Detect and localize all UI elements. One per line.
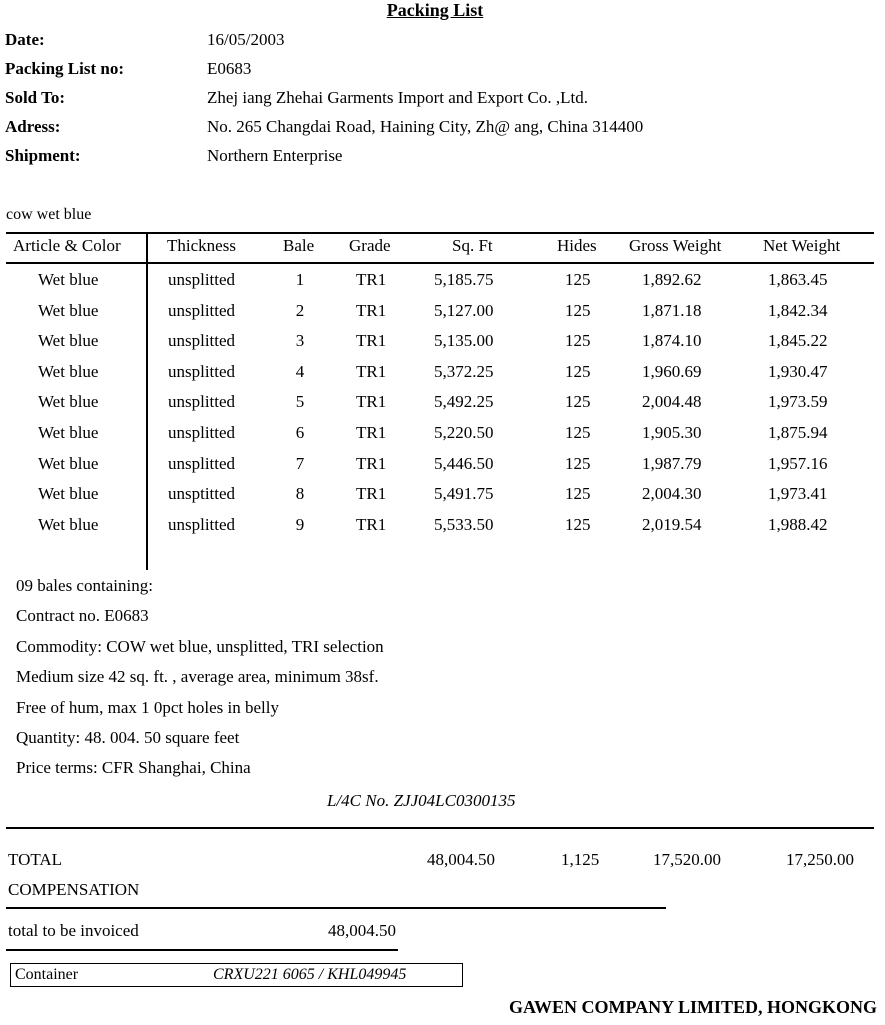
note-line: 09 bales containing:	[16, 576, 153, 595]
cell-article: Wet blue	[38, 300, 99, 320]
date-value: 16/05/2003	[207, 30, 285, 49]
sold-to-label: Sold To:	[5, 88, 66, 107]
invoiced-rule	[6, 949, 398, 951]
cell-net-weight: 1,875.94	[768, 423, 828, 442]
sold-to-value: Zhej iang Zhehai Garments Import and Export Co. ,Ltd.	[207, 88, 588, 107]
cell-grade: TR1	[356, 300, 387, 320]
container-box	[10, 963, 463, 987]
cell-sqft: 5,492.25	[434, 392, 494, 412]
cell-thickness: unsplitted	[168, 392, 236, 412]
cell-hides: 125	[565, 484, 591, 504]
cell-gross-weight: 1,874.10	[642, 331, 702, 351]
cell-thickness: unsplitted	[168, 331, 236, 351]
table-header-rule	[6, 262, 874, 264]
note-line: Price terms: CFR Shanghai, China	[16, 758, 251, 778]
cell-sqft: 5,533.50	[434, 514, 494, 534]
container-value: CRXU221 6065 / KHL049945	[213, 966, 407, 983]
cell-gross-weight: 1,871.18	[642, 300, 702, 320]
cell-sqft: 5,185.75	[434, 270, 494, 289]
cell-thickness: unsplitted	[168, 514, 236, 534]
date-label: Date:	[5, 30, 45, 49]
cell-net-weight: 1,988.42	[768, 514, 828, 534]
cell-article: Wet blue	[38, 361, 99, 381]
cell-article: Wet blue	[38, 331, 99, 351]
cell-thickness: unsptitted	[168, 484, 236, 504]
cell-hides: 125	[565, 331, 591, 351]
total-gross-weight: 17,520.00	[653, 850, 721, 869]
cell-gross-weight: 2,004.48	[642, 392, 702, 412]
cell-hides: 125	[565, 361, 591, 381]
cell-bale: 1	[295, 270, 305, 289]
cell-grade: TR1	[356, 392, 387, 412]
cell-bale: 7	[295, 453, 305, 473]
cell-article: Wet blue	[38, 484, 99, 504]
address-value: No. 265 Changdai Road, Haining City, Zh@ ang, China 314400	[207, 117, 644, 136]
cell-thickness: unsplitted	[168, 270, 236, 289]
lc-number: L/4C No. ZJJ04LC0300135	[327, 791, 516, 810]
shipment-label: Shipment:	[5, 146, 81, 165]
section-label: cow wet blue	[6, 206, 92, 223]
total-label: TOTAL	[8, 850, 63, 869]
cell-bale: 3	[295, 331, 305, 351]
cell-gross-weight: 2,019.54	[642, 514, 702, 534]
total-hides: 1,125	[561, 850, 600, 869]
cell-bale: 6	[295, 423, 305, 442]
cell-hides: 125	[565, 300, 591, 320]
cell-grade: TR1	[356, 361, 387, 381]
cell-bale: 2	[295, 300, 305, 320]
total-net-weight: 17,250.00	[786, 850, 854, 869]
note-line: Medium size 42 sq. ft. , average area, minimum 38sf.	[16, 667, 379, 687]
address-label: Adress:	[5, 117, 61, 136]
cell-gross-weight: 1,987.79	[642, 453, 702, 473]
table-top-rule	[6, 232, 874, 234]
cell-grade: TR1	[356, 270, 387, 289]
column-header-thickness: Thickness	[167, 236, 236, 255]
note-line: Free of hum, max 1 0pct holes in belly	[16, 697, 279, 717]
cell-thickness: unsplitted	[168, 300, 236, 320]
document-title: Packing List	[386, 0, 484, 20]
cell-sqft: 5,127.00	[434, 300, 494, 320]
container-label: Container	[15, 966, 79, 983]
column-header-net-weight: Net Weight	[763, 236, 841, 255]
note-line: Quantity: 48. 004. 50 square feet	[16, 728, 240, 747]
cell-thickness: unsplitted	[168, 423, 236, 442]
column-header-sqft: Sq. Ft	[452, 236, 493, 255]
cell-thickness: unsplitted	[168, 453, 236, 473]
cell-hides: 125	[565, 453, 591, 473]
cell-grade: TR1	[356, 453, 387, 473]
cell-sqft: 5,491.75	[434, 484, 494, 504]
cell-article: Wet blue	[38, 392, 99, 412]
cell-net-weight: 1,930.47	[768, 361, 828, 381]
cell-article: Wet blue	[38, 423, 99, 442]
shipment-value: Northern Enterprise	[207, 146, 343, 165]
table-column-divider	[146, 232, 148, 570]
cell-net-weight: 1,973.59	[768, 392, 828, 412]
note-line: Commodity: COW wet blue, unsplitted, TRI selection	[16, 636, 384, 656]
cell-hides: 125	[565, 514, 591, 534]
cell-sqft: 5,135.00	[434, 331, 494, 351]
cell-grade: TR1	[356, 514, 387, 534]
cell-article: Wet blue	[38, 514, 99, 534]
cell-sqft: 5,220.50	[434, 423, 494, 442]
cell-grade: TR1	[356, 331, 387, 351]
cell-bale: 9	[295, 514, 305, 534]
cell-net-weight: 1,842.34	[768, 300, 828, 320]
total-sqft: 48,004.50	[427, 850, 495, 869]
cell-hides: 125	[565, 423, 591, 442]
cell-sqft: 5,446.50	[434, 453, 494, 473]
cell-grade: TR1	[356, 423, 387, 442]
cell-net-weight: 1,973.41	[768, 484, 828, 504]
company-name: GAWEN COMPANY LIMITED, HONGKONG	[508, 997, 877, 1017]
column-header-grade: Grade	[349, 236, 391, 255]
note-line: Contract no. E0683	[16, 606, 149, 626]
cell-hides: 125	[565, 392, 591, 412]
totals-top-rule	[6, 827, 874, 829]
packing-no-label: Packing List no:	[5, 59, 125, 78]
cell-gross-weight: 1,892.62	[642, 270, 702, 289]
cell-net-weight: 1,957.16	[768, 453, 828, 473]
cell-gross-weight: 1,960.69	[642, 361, 702, 381]
cell-grade: TR1	[356, 484, 387, 504]
invoiced-value: 48,004.50	[328, 921, 396, 940]
cell-article: Wet blue	[38, 270, 99, 289]
cell-net-weight: 1,863.45	[768, 270, 828, 289]
cell-sqft: 5,372.25	[434, 361, 494, 381]
cell-hides: 125	[565, 270, 591, 289]
invoiced-label: total to be invoiced	[8, 921, 139, 940]
cell-bale: 4	[295, 361, 305, 381]
cell-article: Wet blue	[38, 453, 99, 473]
column-header-gross-weight: Gross Weight	[629, 236, 722, 255]
compensation-rule	[6, 907, 666, 909]
cell-net-weight: 1,845.22	[768, 331, 828, 351]
packing-no-value: E0683	[207, 59, 252, 78]
cell-thickness: unsplitted	[168, 361, 236, 381]
compensation-label: COMPENSATION	[8, 880, 140, 899]
cell-gross-weight: 1,905.30	[642, 423, 702, 442]
column-header-article: Article & Color	[13, 236, 121, 255]
column-header-hides: Hides	[557, 236, 597, 255]
cell-gross-weight: 2,004.30	[642, 484, 702, 504]
column-header-bale: Bale	[283, 236, 315, 255]
cell-bale: 8	[295, 484, 305, 504]
cell-bale: 5	[295, 392, 305, 412]
